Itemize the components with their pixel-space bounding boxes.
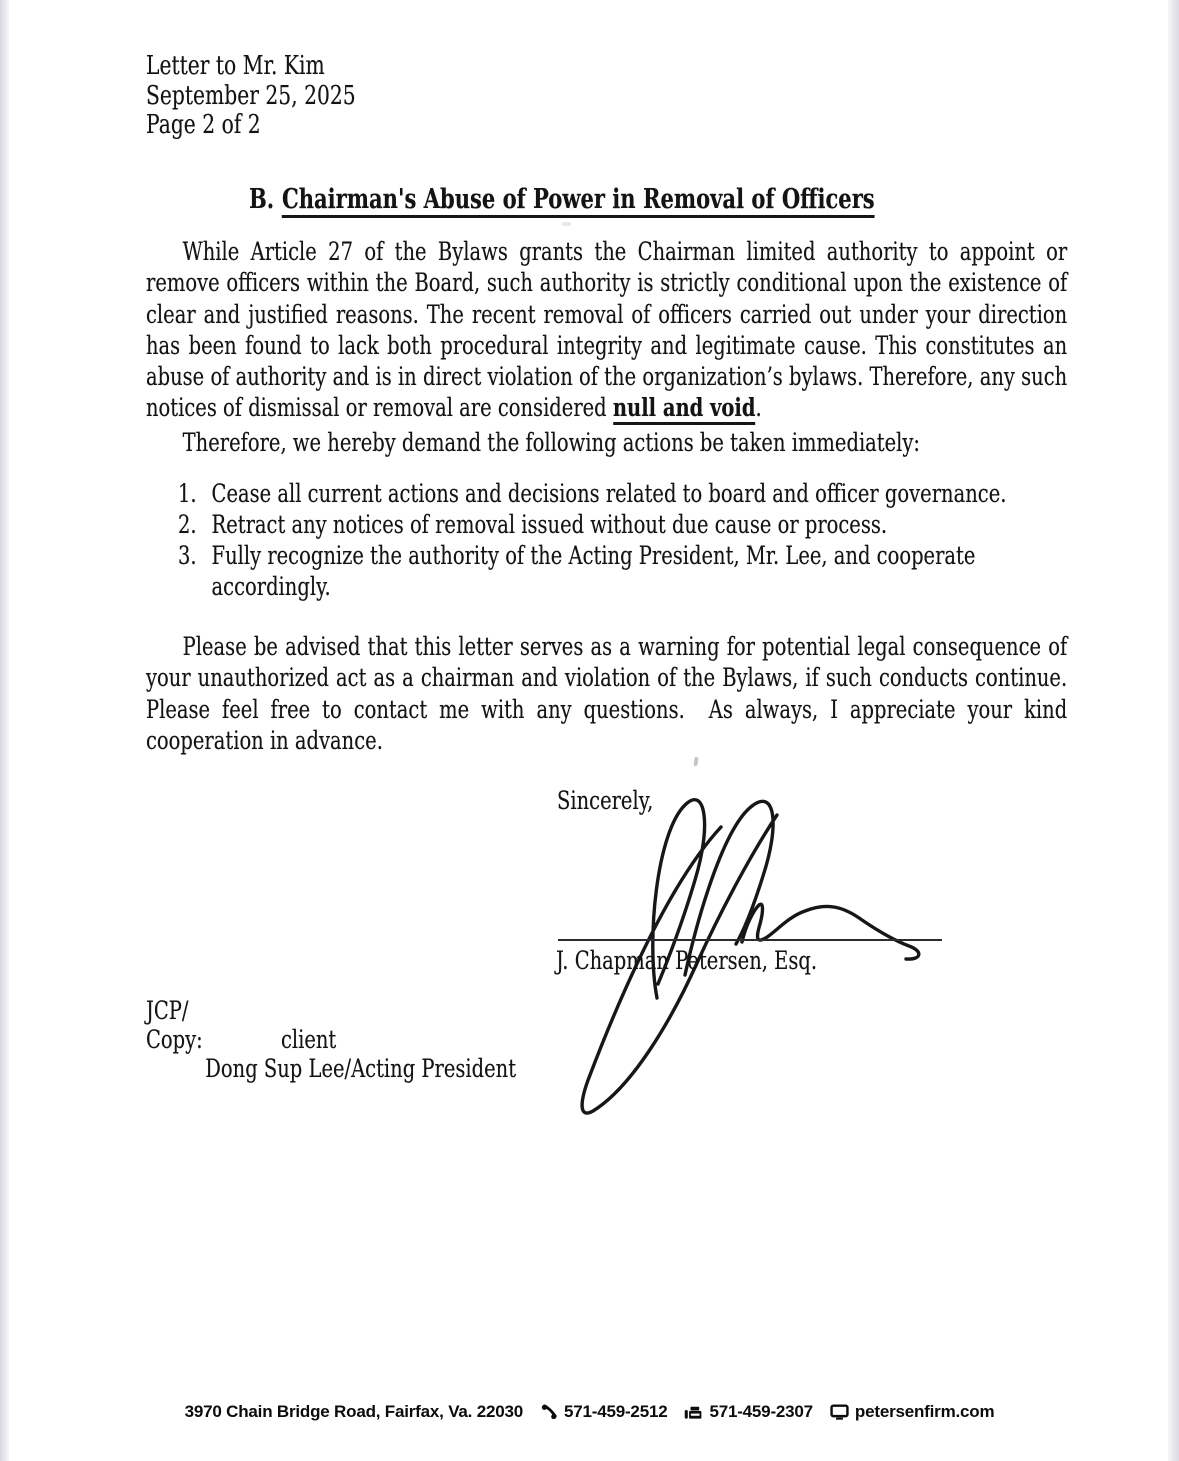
- letter-header: [146, 52, 356, 141]
- page-left-edge-shadow: [0, 0, 9, 1461]
- reference-block: [146, 997, 770, 1083]
- section-heading-label: B.: [249, 184, 275, 215]
- copy-recipient-name: Dong Sup Lee/Acting President: [205, 1053, 517, 1083]
- footer-address: 3970 Chain Bridge Road, Fairfax, Va. 22030: [184, 1402, 523, 1421]
- header-recipient: Letter to Mr. Kim: [146, 51, 325, 81]
- typist-initials: JCP/: [146, 996, 189, 1025]
- scan-speck: [693, 757, 698, 766]
- paragraph-legal-warning: Please be advised that this letter serves as a warning for potential legal consequence of your unauthorized act as a chairman and violation of the Bylaws, if such conducts continue. Please feel free to contact me with any questions. As always, I appreciate your kind cooperation in advance.: [146, 632, 1068, 755]
- footer-phone-number: 571-459-2512: [563, 1402, 668, 1421]
- demands-list: [178, 478, 1014, 602]
- phone-icon: [540, 1403, 558, 1421]
- page-right-edge-shadow: [1168, 0, 1179, 1461]
- monitor-icon: [830, 1404, 849, 1421]
- signature-line: [558, 939, 942, 941]
- footer-fax-group: [684, 1402, 812, 1422]
- footer-phone-group: [540, 1402, 667, 1422]
- paragraph-text: While Article 27 of the Bylaws grants the Chairman limited authority to appoint or remove officers within the Board, such authority is strictly conditional upon the existence of clear and justified reasons. The recent removal of officers carried out under your direction has been found to lack both procedural integrity and legitimate cause. This constitutes an abuse of authority and is in direct violation of the organization’s bylaws. Therefore, any such notices of dismissal or removal are considered: [146, 237, 1068, 423]
- footer-website-group: [830, 1402, 994, 1422]
- list-item-number: 3.: [178, 541, 197, 570]
- fax-icon: [684, 1404, 703, 1421]
- scan-speck: [562, 222, 571, 226]
- list-item-number: 1.: [178, 479, 197, 508]
- section-heading: [249, 184, 875, 215]
- footer-website: petersenfirm.com: [854, 1402, 995, 1421]
- null-and-void-emphasis: null and void: [613, 393, 756, 425]
- paragraph-abuse-of-power: [146, 236, 1067, 424]
- signer-name: J. Chapman Petersen, Esq.: [556, 946, 818, 975]
- list-item-text: Fully recognize the authority of the Acting President, Mr. Lee, and cooperate: [211, 541, 976, 570]
- copy-line: [146, 1026, 770, 1055]
- list-item-text: Cease all current actions and decisions related to board and officer governance.: [211, 479, 1007, 508]
- header-page-number: Page 2 of 2: [146, 110, 261, 140]
- footer-fax-number: 571-459-2307: [709, 1402, 813, 1421]
- header-date: September 25, 2025: [146, 80, 356, 111]
- list-item-number: 2.: [178, 510, 197, 539]
- list-item: [178, 509, 1014, 540]
- paragraph-period: .: [755, 393, 762, 423]
- section-heading-title: Chairman's Abuse of Power in Removal of Officers: [282, 184, 875, 218]
- closing-salutation: Sincerely,: [557, 786, 654, 815]
- list-item-text: Retract any notices of removal issued without due cause or process.: [211, 510, 888, 539]
- letterhead-footer: [0, 1402, 1179, 1422]
- list-item: [178, 478, 1014, 509]
- copy-label: Copy:: [146, 1024, 203, 1054]
- list-item-text-continued: accordingly.: [211, 572, 331, 601]
- paragraph-demand-intro: Therefore, we hereby demand the following actions be taken immediately:: [182, 428, 921, 457]
- list-item: [178, 540, 1014, 602]
- copy-recipient-client: client: [280, 1024, 337, 1054]
